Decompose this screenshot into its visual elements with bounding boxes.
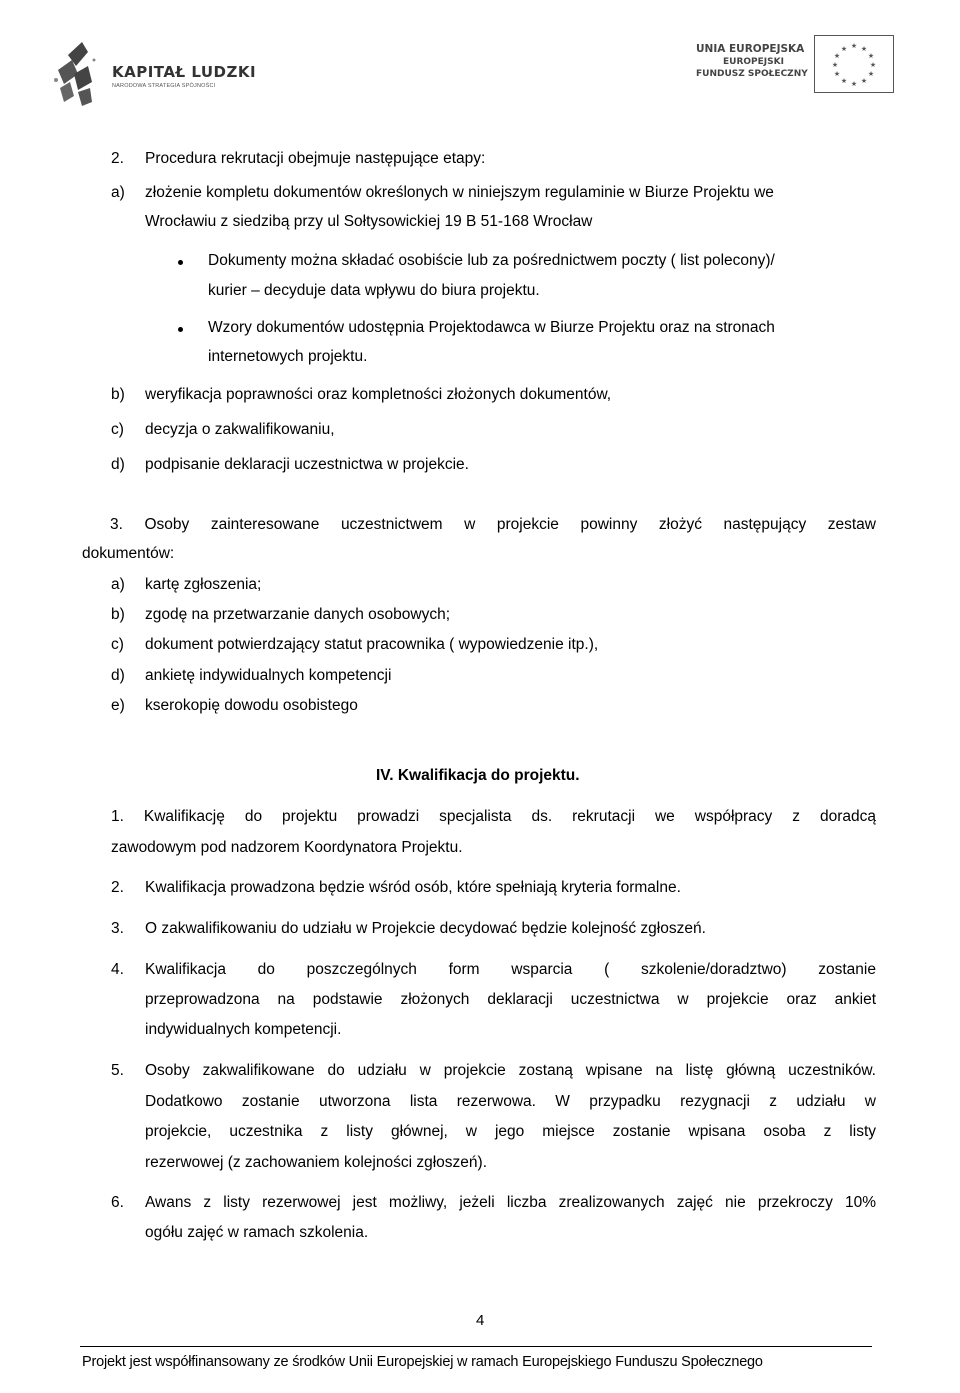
ue-logo-line1: UNIA EUROPEJSKA bbox=[696, 43, 805, 55]
bullet1-line1: Dokumenty można składać osobiście lub za pośrednictwem poczty ( list polecony)/ bbox=[208, 252, 775, 269]
section3-line1: 3. Osoby zainteresowane uczestnictwem w projekcie powinny złożyć następujący zestaw bbox=[110, 516, 876, 533]
section4-p2-text: Kwalifikacja prowadzona będzie wśród osób, które spełniają kryteria formalne. bbox=[145, 879, 681, 896]
section3-item-text: kartę zgłoszenia; bbox=[145, 576, 262, 593]
section2-d-text: podpisanie deklaracji uczestnictwa w projekcie. bbox=[145, 456, 469, 473]
svg-text:★: ★ bbox=[867, 52, 875, 60]
section2-b-text: weryfikacja poprawności oraz kompletności złożonych dokumentów, bbox=[145, 386, 612, 403]
footer-text: Projekt jest współfinansowany ze środków Unii Europejskiej w ramach Europejskiego Funduszu Społecznego bbox=[82, 1354, 763, 1370]
svg-text:★: ★ bbox=[850, 42, 858, 50]
section4-p3-number: 3. bbox=[111, 920, 124, 937]
bullet2-line2: internetowych projektu. bbox=[208, 348, 368, 365]
section4-heading: IV. Kwalifikacja do projektu. bbox=[376, 767, 580, 784]
section4-p1-line2: zawodowym pod nadzorem Koordynatora Projektu. bbox=[111, 839, 463, 856]
section2-d-label: d) bbox=[111, 456, 125, 473]
ue-logo-line3: FUNDUSZ SPOŁECZNY bbox=[696, 69, 808, 79]
bullet2-line1: Wzory dokumentów udostępnia Projektodawca w Biurze Projektu oraz na stronach bbox=[208, 319, 775, 336]
svg-text:★: ★ bbox=[840, 45, 848, 53]
svg-text:★: ★ bbox=[867, 70, 875, 78]
unia-europejska-logo bbox=[696, 33, 896, 93]
section4-p4-line2: przeprowadzona na podstawie złożonych deklaracji uczestnictwa w projekcie oraz ankiet bbox=[145, 991, 876, 1008]
svg-text:★: ★ bbox=[850, 80, 858, 88]
section3-item-text: dokument potwierdzający statut pracownika ( wypowiedzenie itp.), bbox=[145, 636, 599, 653]
section3-item-label: e) bbox=[111, 697, 125, 714]
eu-flag-icon bbox=[814, 35, 894, 93]
kapital-ludzki-text: KAPITAŁ LUDZKI bbox=[112, 63, 257, 81]
bullet-icon bbox=[178, 327, 183, 332]
section4-p5-line3: projekcie, uczestnika z listy głównej, w jego miejsce zostanie wpisana osoba z listy bbox=[145, 1123, 876, 1140]
section4-p2-number: 2. bbox=[111, 879, 124, 896]
section2-b-label: b) bbox=[111, 386, 125, 403]
kapital-ludzki-logo bbox=[38, 30, 268, 120]
bullet1-line2: kurier – decyduje data wpływu do biura projektu. bbox=[208, 282, 540, 299]
section3-item-text: ankietę indywidualnych kompetencji bbox=[145, 667, 392, 684]
section2-c-text: decyzja o zakwalifikowaniu, bbox=[145, 421, 335, 438]
section3-item-text: kserokopię dowodu osobistego bbox=[145, 697, 358, 714]
section4-p4-number: 4. bbox=[111, 961, 124, 978]
section2-a-line2: Wrocławiu z siedzibą przy ul Sołtysowickiej 19 B 51-168 Wrocław bbox=[145, 213, 593, 230]
section2-c-label: c) bbox=[111, 421, 124, 438]
section3-item-label: d) bbox=[111, 667, 125, 684]
section4-p5-line1: Osoby zakwalifikowane do udziału w projekcie zostaną wpisane na listę główną uczestników. bbox=[145, 1062, 876, 1079]
svg-text:★: ★ bbox=[831, 61, 839, 69]
section4-p4-line1: Kwalifikacja do poszczególnych form wsparcia ( szkolenie/doradztwo) zostanie bbox=[145, 961, 876, 978]
section2-a-line1: złożenie kompletu dokumentów określonych w niniejszym regulaminie w Biurze Projektu we bbox=[145, 184, 774, 201]
page-number: 4 bbox=[476, 1312, 485, 1329]
section4-p3-text: O zakwalifikowaniu do udziału w Projekcie decydować będzie kolejność zgłoszeń. bbox=[145, 920, 706, 937]
section4-p5-line2: Dodatkowo zostanie utworzona lista rezerwowa. W przypadku rezygnacji z udziału w bbox=[145, 1093, 876, 1110]
section4-p6-line2: ogółu zajęć w ramach szkolenia. bbox=[145, 1224, 369, 1241]
svg-text:★: ★ bbox=[833, 52, 841, 60]
bullet-icon bbox=[178, 260, 183, 265]
section2-intro: Procedura rekrutacji obejmuje następujące etapy: bbox=[145, 150, 486, 167]
svg-text:★: ★ bbox=[860, 77, 868, 85]
section4-p5-line4: rezerwowej (z zachowaniem kolejności zgłoszeń). bbox=[145, 1154, 487, 1171]
section3-item-label: c) bbox=[111, 636, 124, 653]
svg-text:★: ★ bbox=[833, 70, 841, 78]
svg-text:★: ★ bbox=[840, 77, 848, 85]
svg-text:★: ★ bbox=[869, 61, 877, 69]
ue-logo-line2: EUROPEJSKI bbox=[723, 57, 784, 67]
section3-item-label: b) bbox=[111, 606, 125, 623]
section4-p1-line1: 1. Kwalifikację do projektu prowadzi specjalista ds. rekrutacji we współpracy z doradcą bbox=[111, 808, 876, 825]
section4-p4-line3: indywidualnych kompetencji. bbox=[145, 1021, 342, 1038]
section3-item-label: a) bbox=[111, 576, 125, 593]
kapital-ludzki-subtext: NARODOWA STRATEGIA SPÓJNOŚCI bbox=[112, 83, 216, 89]
svg-text:★: ★ bbox=[860, 45, 868, 53]
section4-p5-number: 5. bbox=[111, 1062, 124, 1079]
footer-divider bbox=[80, 1346, 872, 1347]
section4-p6-number: 6. bbox=[111, 1194, 124, 1211]
section3-line2: dokumentów: bbox=[82, 545, 175, 562]
section4-p6-line1: Awans z listy rezerwowej jest możliwy, jeżeli liczba zrealizowanych zajęć nie przekroczy 10% bbox=[145, 1194, 876, 1211]
section2-a-label: a) bbox=[111, 184, 125, 201]
section3-item-text: zgodę na przetwarzanie danych osobowych; bbox=[145, 606, 451, 623]
section2-number: 2. bbox=[111, 150, 124, 167]
kapital-ludzki-emblem-icon bbox=[38, 30, 108, 120]
